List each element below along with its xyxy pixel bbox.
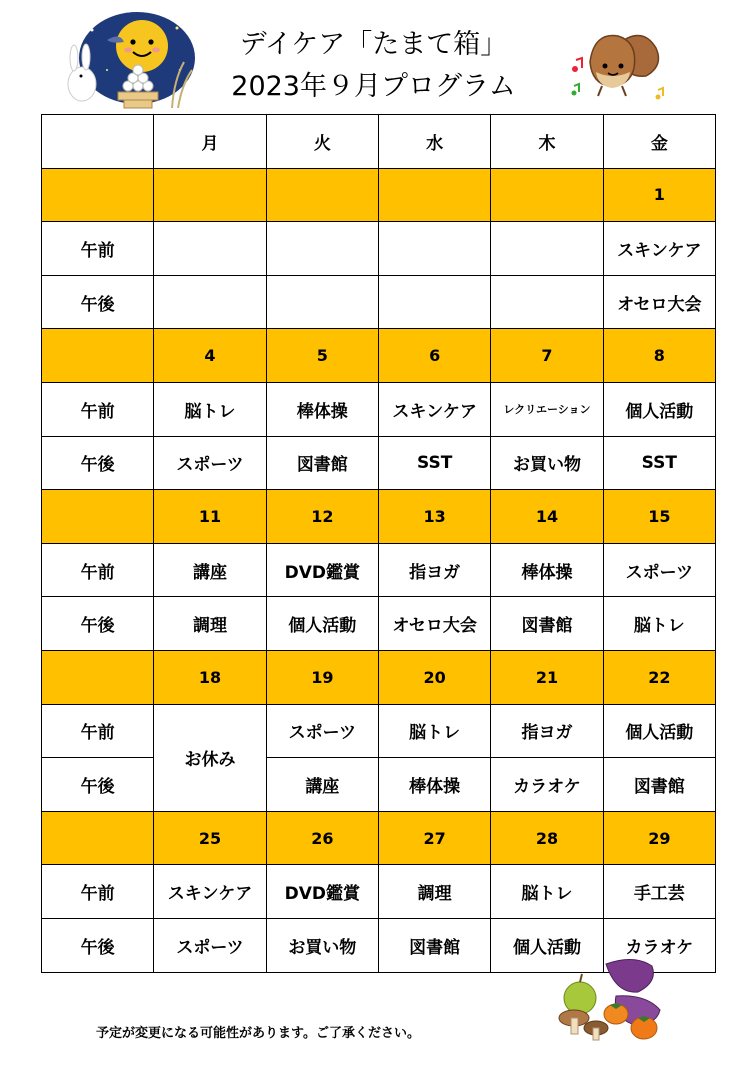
- date-cell: 12: [266, 490, 378, 544]
- activity-cell: 図書館: [378, 918, 490, 972]
- activity-cell: [378, 275, 490, 329]
- activity-cell: [378, 222, 490, 276]
- activity-cell: カラオケ: [491, 758, 603, 812]
- am-row: [42, 222, 716, 276]
- chestnut-icon: [566, 22, 676, 104]
- header-cell-mon: 月: [154, 115, 266, 169]
- date-row: [42, 811, 716, 865]
- holiday-cell: お休み: [154, 704, 266, 811]
- date-cell: 18: [154, 650, 266, 704]
- am-row: [42, 704, 716, 758]
- activity-cell: 脳トレ: [154, 382, 266, 436]
- pm-row: [42, 758, 716, 812]
- date-cell: [42, 329, 154, 383]
- header-cell: [42, 115, 154, 169]
- header-cell-thu: 木: [491, 115, 603, 169]
- slot-label-pm: 午後: [42, 275, 154, 329]
- activity-cell: スポーツ: [154, 918, 266, 972]
- date-cell: [266, 168, 378, 222]
- date-row: [42, 650, 716, 704]
- date-row: [42, 168, 716, 222]
- slot-label-pm: 午後: [42, 436, 154, 490]
- date-cell: [491, 168, 603, 222]
- activity-cell: スポーツ: [603, 543, 715, 597]
- activity-cell: カラオケ: [603, 918, 715, 972]
- date-cell: 21: [491, 650, 603, 704]
- activity-cell: [154, 222, 266, 276]
- date-cell: 15: [603, 490, 715, 544]
- slot-label-am: 午前: [42, 704, 154, 758]
- activity-cell: DVD鑑賞: [266, 543, 378, 597]
- activity-cell: [266, 275, 378, 329]
- activity-cell: 調理: [154, 597, 266, 651]
- slot-label-pm: 午後: [42, 758, 154, 812]
- date-cell: [42, 650, 154, 704]
- date-cell: 14: [491, 490, 603, 544]
- activity-cell: 棒体操: [378, 758, 490, 812]
- date-cell: 20: [378, 650, 490, 704]
- activity-cell: 図書館: [491, 597, 603, 651]
- autumn-fruits-icon: [556, 954, 668, 1046]
- activity-cell: 指ヨガ: [378, 543, 490, 597]
- activity-cell: 脳トレ: [378, 704, 490, 758]
- slot-label-am: 午前: [42, 543, 154, 597]
- activity-cell: 棒体操: [266, 382, 378, 436]
- activity-cell: 棒体操: [491, 543, 603, 597]
- date-cell: 25: [154, 811, 266, 865]
- pm-row: [42, 275, 716, 329]
- activity-cell: [154, 275, 266, 329]
- activity-cell: スキンケア: [603, 222, 715, 276]
- activity-cell: 脳トレ: [603, 597, 715, 651]
- am-row: [42, 865, 716, 919]
- date-cell: 19: [266, 650, 378, 704]
- slot-label-pm: 午後: [42, 597, 154, 651]
- activity-cell: SST: [603, 436, 715, 490]
- activity-cell: スキンケア: [378, 382, 490, 436]
- activity-cell: SST: [378, 436, 490, 490]
- date-cell: [378, 168, 490, 222]
- date-cell: 26: [266, 811, 378, 865]
- slot-label-am: 午前: [42, 865, 154, 919]
- header-cell-tue: 火: [266, 115, 378, 169]
- page-subtitle: 2023年９月プログラム: [231, 71, 516, 102]
- date-cell: 13: [378, 490, 490, 544]
- activity-cell: 図書館: [603, 758, 715, 812]
- date-cell: 6: [378, 329, 490, 383]
- header-cell-fri: 金: [603, 115, 715, 169]
- pm-row: [42, 597, 716, 651]
- footer-note: 予定が変更になる可能性があります。ご了承ください。: [96, 1026, 420, 1041]
- activity-cell: お買い物: [266, 918, 378, 972]
- activity-cell: オセロ大会: [603, 275, 715, 329]
- activity-cell: オセロ大会: [378, 597, 490, 651]
- activity-cell: 講座: [266, 758, 378, 812]
- activity-cell: DVD鑑賞: [266, 865, 378, 919]
- activity-cell: 脳トレ: [491, 865, 603, 919]
- activity-cell: 個人活動: [266, 597, 378, 651]
- activity-cell: お買い物: [491, 436, 603, 490]
- date-cell: 11: [154, 490, 266, 544]
- schedule-table: [41, 114, 716, 973]
- activity-cell: 個人活動: [603, 382, 715, 436]
- activity-cell: [266, 222, 378, 276]
- date-cell: 27: [378, 811, 490, 865]
- activity-cell: 図書館: [266, 436, 378, 490]
- pm-row: [42, 436, 716, 490]
- date-cell: 22: [603, 650, 715, 704]
- date-cell: 7: [491, 329, 603, 383]
- date-cell: [42, 168, 154, 222]
- date-cell: 8: [603, 329, 715, 383]
- activity-cell: スポーツ: [266, 704, 378, 758]
- header-row: [42, 115, 716, 169]
- page-title: デイケア「たまて箱」: [239, 29, 508, 60]
- date-cell: 28: [491, 811, 603, 865]
- am-row: [42, 382, 716, 436]
- date-cell: [42, 490, 154, 544]
- date-cell: 5: [266, 329, 378, 383]
- header-cell-wed: 水: [378, 115, 490, 169]
- activity-cell: 手工芸: [603, 865, 715, 919]
- activity-cell: レクリエーション: [491, 382, 603, 436]
- date-cell: 29: [603, 811, 715, 865]
- date-cell: 4: [154, 329, 266, 383]
- activity-cell: 講座: [154, 543, 266, 597]
- slot-label-am: 午前: [42, 382, 154, 436]
- date-cell: 1: [603, 168, 715, 222]
- activity-cell: スキンケア: [154, 865, 266, 919]
- date-row: [42, 329, 716, 383]
- activity-cell: スポーツ: [154, 436, 266, 490]
- slot-label-am: 午前: [42, 222, 154, 276]
- activity-cell: 個人活動: [603, 704, 715, 758]
- am-row: [42, 543, 716, 597]
- activity-cell: 指ヨガ: [491, 704, 603, 758]
- activity-cell: [491, 275, 603, 329]
- date-row: [42, 490, 716, 544]
- activity-cell: 調理: [378, 865, 490, 919]
- moon-viewing-icon: [62, 10, 197, 110]
- activity-cell: [491, 222, 603, 276]
- date-cell: [42, 811, 154, 865]
- slot-label-pm: 午後: [42, 918, 154, 972]
- date-cell: [154, 168, 266, 222]
- activity-cell: 個人活動: [491, 918, 603, 972]
